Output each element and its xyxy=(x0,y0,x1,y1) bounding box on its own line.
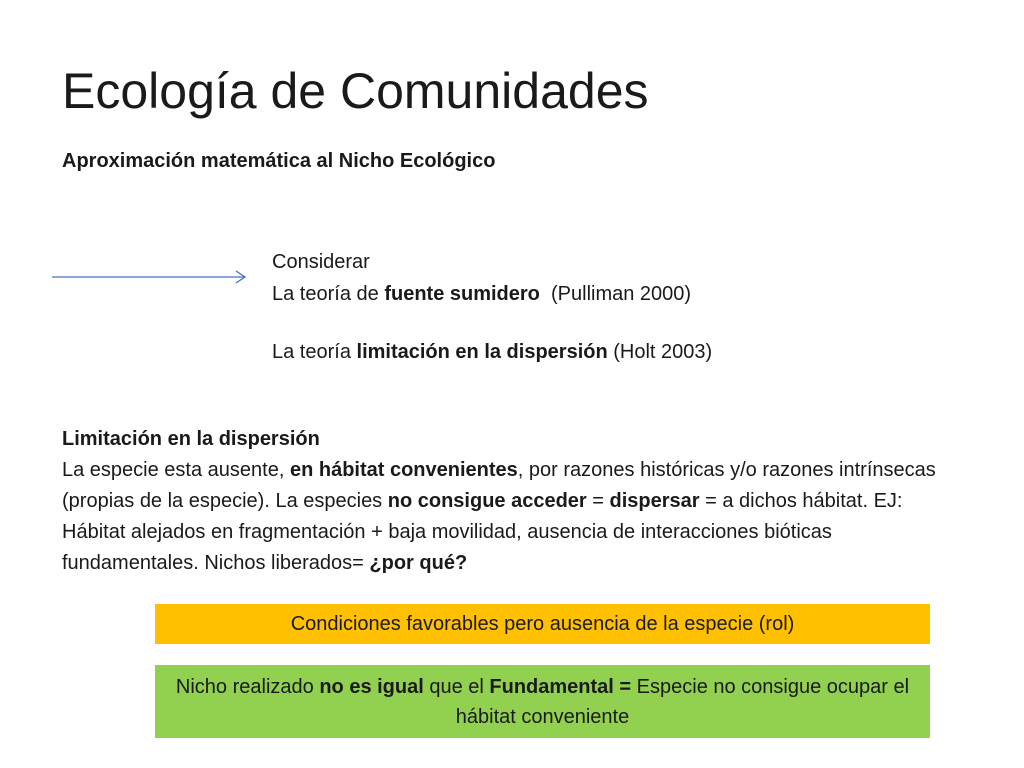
consider-line-source-sink: La teoría de fuente sumidero (Pulliman 2000) xyxy=(272,283,692,305)
consider-line-dispersal: La teoría limitación en la dispersión (Holt 2003) xyxy=(272,341,713,363)
consider-heading: Considerar xyxy=(272,251,370,273)
limitation-block xyxy=(62,424,962,579)
realized-niche-box: Nicho realizado no es igual que el Fundamental = Especie no consigue ocupar el hábitat conveniente xyxy=(155,665,930,738)
right-arrow-icon xyxy=(50,268,250,288)
slide-title: Ecología de Comunidades xyxy=(62,63,649,119)
limitation-paragraph: La especie esta ausente, en hábitat convenientes, por razones históricas y/o razones intrínsecas (propias de la especie). La especies no consigue acceder = dispersar = a dichos hábitat. EJ: Hábitat alejados en fragmentación + baja movilidad, ausencia de interacciones bióticas fundamentales. Nichos liberados= ¿por qué? xyxy=(62,459,936,574)
favorable-conditions-box: Condiciones favorables pero ausencia de la especie (rol) xyxy=(155,604,930,644)
consider-block xyxy=(272,246,712,368)
limitation-heading: Limitación en la dispersión xyxy=(62,428,320,450)
slide-subtitle: Aproximación matemática al Nicho Ecológico xyxy=(62,150,496,172)
